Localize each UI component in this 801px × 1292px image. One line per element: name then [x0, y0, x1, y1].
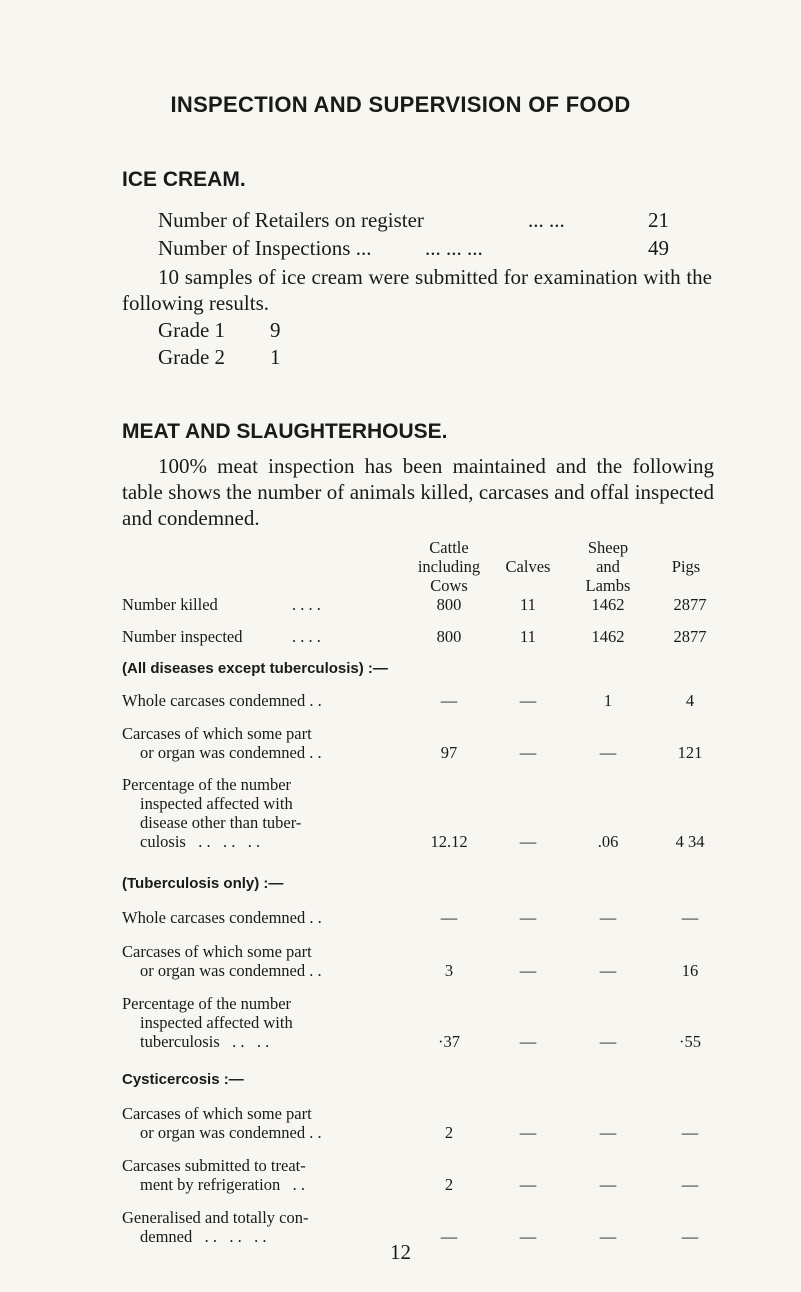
column-header-pigs: Pigs — [671, 557, 701, 576]
cell-inspected-sheep: 1462 — [591, 627, 625, 646]
row-label-tb-whole: Whole carcases condemned . . — [122, 908, 322, 927]
row-label-ad-percentage: Percentage of the number inspected affected with disease other than tuber- culosis . . . . . . — [122, 775, 302, 851]
cell-cy-part-calves: — — [519, 1123, 537, 1142]
cell-cy-gen-pigs: — — [681, 1227, 699, 1246]
cell-ad-whole-calves: — — [519, 691, 537, 710]
page-title: INSPECTION AND SUPERVISION OF FOOD — [170, 92, 631, 117]
cell-tb-whole-sheep: — — [599, 908, 617, 927]
grade-2-value: 1 — [270, 345, 281, 369]
retailers-dots: ... ... — [528, 208, 565, 232]
cell-tb-part-sheep: — — [599, 961, 617, 980]
cell-cy-ref-calves: — — [519, 1175, 537, 1194]
row-label-tb-percentage: Percentage of the number inspected affected with tuberculosis . . . . — [122, 994, 293, 1051]
row-label-number-inspected: Number inspected . . . . — [122, 627, 321, 646]
cell-tb-pct-sheep: — — [599, 1032, 617, 1051]
cell-cy-part-sheep: — — [599, 1123, 617, 1142]
row-label-ad-whole: Whole carcases condemned . . — [122, 691, 322, 710]
column-header-cattle: Cattle including Cows — [417, 538, 481, 595]
all-diseases-heading: (All diseases except tuberculosis) :— — [122, 660, 388, 677]
cell-ad-pct-calves: — — [519, 832, 537, 851]
cell-inspected-cattle: 800 — [436, 627, 462, 646]
cell-tb-whole-cattle: — — [440, 908, 458, 927]
cell-ad-part-sheep: — — [599, 743, 617, 762]
retailers-label: Number of Retailers on register — [158, 208, 424, 232]
row-label-cy-refrigeration: Carcases submitted to treat- ment by refrigeration . . — [122, 1156, 306, 1194]
cell-cy-gen-sheep: — — [599, 1227, 617, 1246]
row-label-ad-part: Carcases of which some part or organ was condemned . . — [122, 724, 322, 762]
meat-title: MEAT AND SLAUGHTERHOUSE. — [122, 420, 448, 443]
cell-tb-pct-calves: — — [519, 1032, 537, 1051]
cell-cy-part-pigs: — — [681, 1123, 699, 1142]
cysticercosis-heading: Cysticercosis :— — [122, 1071, 244, 1088]
cell-ad-whole-cattle: — — [440, 691, 458, 710]
cell-killed-calves: 11 — [520, 595, 536, 614]
page-number: 12 — [390, 1240, 411, 1264]
tb-heading: (Tuberculosis only) :— — [122, 875, 284, 892]
cell-cy-ref-sheep: — — [599, 1175, 617, 1194]
cell-tb-pct-cattle: ·37 — [438, 1032, 460, 1051]
row-label-tb-part: Carcases of which some part or organ was condemned . . — [122, 942, 322, 980]
samples-text: 10 samples of ice cream were submitted for examination with the following results. — [122, 265, 712, 315]
cell-killed-cattle: 800 — [436, 595, 462, 614]
cell-killed-sheep: 1462 — [591, 595, 625, 614]
column-header-calves: Calves — [505, 557, 551, 576]
inspections-value: 49 — [648, 236, 669, 260]
grade-1-label: Grade 1 — [158, 318, 226, 342]
row-label-cy-part: Carcases of which some part or organ was condemned . . — [122, 1104, 322, 1142]
cell-killed-pigs: 2877 — [673, 595, 707, 614]
cell-cy-ref-pigs: — — [681, 1175, 699, 1194]
meat-intro-text: 100% meat inspection has been maintained and the following table shows the number of animals killed, carcases and offal inspected and condemned. — [122, 454, 714, 530]
cell-ad-pct-sheep: .06 — [597, 832, 619, 851]
cell-cy-gen-cattle: — — [440, 1227, 458, 1246]
inspections-dots: ... ... ... — [425, 236, 483, 260]
cell-tb-whole-pigs: — — [681, 908, 699, 927]
cell-ad-pct-cattle: 12.12 — [430, 832, 468, 851]
cell-ad-part-cattle: 97 — [440, 743, 458, 762]
row-label-cy-generalised: Generalised and totally con- demned . . . . . . — [122, 1208, 309, 1246]
row-label-number-killed: Number killed . . . . — [122, 595, 321, 614]
cell-tb-pct-pigs: ·55 — [679, 1032, 701, 1051]
cell-ad-whole-pigs: 4 — [685, 691, 695, 710]
cell-cy-ref-cattle: 2 — [444, 1175, 454, 1194]
column-header-sheep: Sheep and Lambs — [585, 538, 631, 595]
grade-2-label: Grade 2 — [158, 345, 226, 369]
cell-tb-whole-calves: — — [519, 908, 537, 927]
samples-paragraph — [122, 264, 712, 316]
cell-ad-pct-pigs: 4 34 — [675, 832, 705, 851]
cell-inspected-calves: 11 — [520, 627, 536, 646]
cell-cy-part-cattle: 2 — [444, 1123, 454, 1142]
cell-inspected-pigs: 2877 — [673, 627, 707, 646]
cell-ad-whole-sheep: 1 — [603, 691, 613, 710]
cell-cy-gen-calves: — — [519, 1227, 537, 1246]
grade-1-value: 9 — [270, 318, 281, 342]
cell-ad-part-pigs: 121 — [677, 743, 703, 762]
cell-tb-part-pigs: 16 — [681, 961, 699, 980]
meat-intro-paragraph — [122, 453, 714, 531]
cell-ad-part-calves: — — [519, 743, 537, 762]
retailers-value: 21 — [648, 208, 669, 232]
cell-tb-part-calves: — — [519, 961, 537, 980]
inspections-label: Number of Inspections ... — [158, 236, 372, 260]
ice-cream-title: ICE CREAM. — [122, 168, 246, 191]
cell-tb-part-cattle: 3 — [444, 961, 454, 980]
